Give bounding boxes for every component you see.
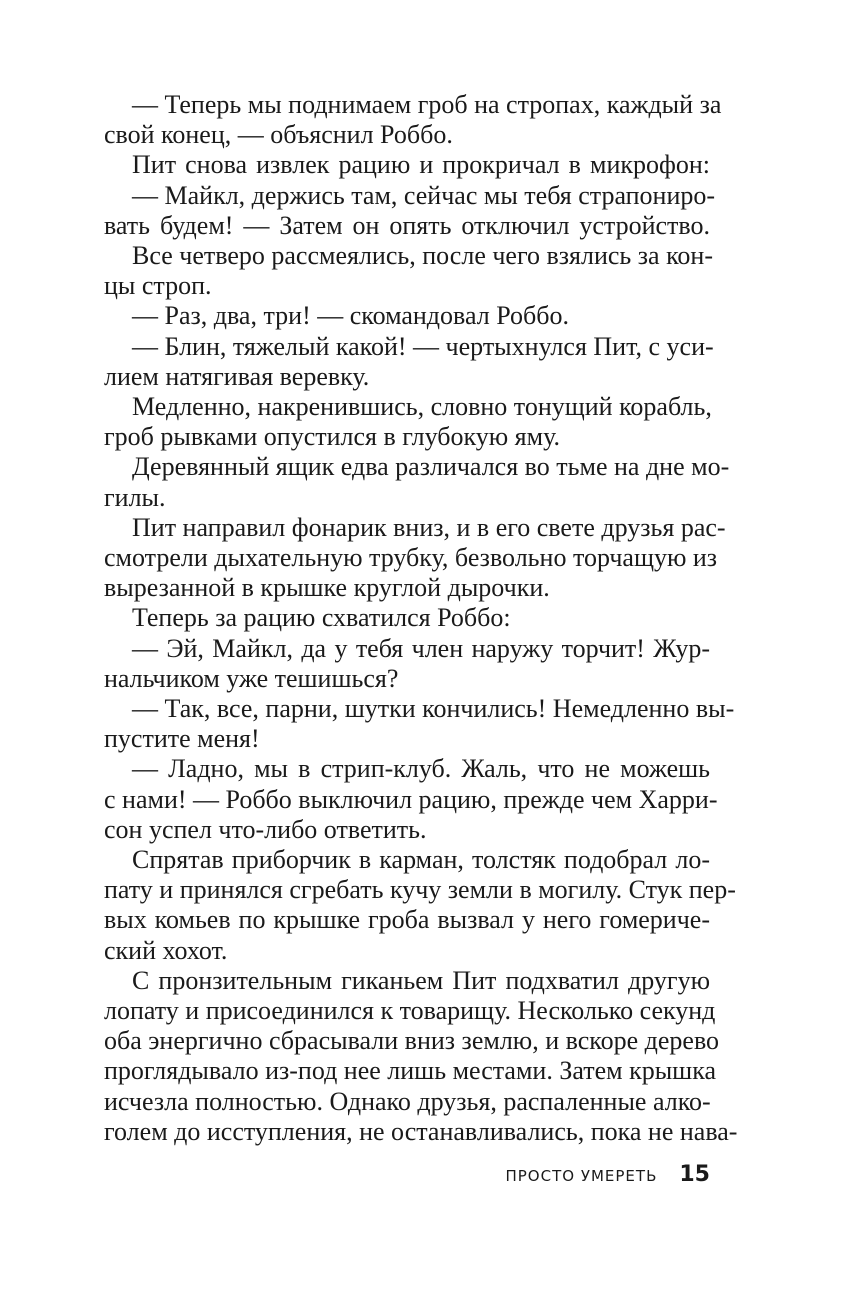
text-line: вых комьев по крышке гроба вызвал у него гомериче- (104, 905, 710, 935)
page-number: 15 (679, 1162, 710, 1187)
text-line: Спрятав приборчик в карман, толстяк подобрал ло- (132, 845, 710, 874)
text-line: лопату и присоединился к товарищу. Несколько секунд (104, 996, 716, 1025)
text-line: гроб рывками опустился в глубокую яму. (104, 422, 560, 452)
text-line: смотрели дыхательную трубку, безвольно торчащую из (104, 543, 718, 572)
text-line: Медленно, накренившись, словно тонущий корабль, (132, 392, 712, 421)
text-line: гилы. (104, 482, 166, 512)
text-line: оба энергично сбрасывали вниз землю, и вскоре дерево (104, 1026, 720, 1056)
text-line: сон успел что-либо ответить. (104, 814, 427, 844)
text-line: вырезанной в крышке круглой дырочки. (104, 573, 550, 603)
text-line: голем до исступления, не останавливались, пока не нава- (104, 1116, 738, 1146)
text-line: — Так, все, парни, шутки кончились! Немедленно вы- (132, 694, 735, 723)
text-line: исчезла полностью. Однако друзья, распаленные алко- (104, 1086, 711, 1116)
text-line: — Теперь мы поднимаем гроб на стропах, каждый за (132, 90, 722, 119)
running-title: ПРОСТО УМЕРЕТЬ (505, 1167, 658, 1185)
text-line: — Майкл, держись там, сейчас мы тебя страпониро- (132, 180, 716, 210)
text-line: Пит снова извлек рацию и прокричал в микрофон: (132, 150, 710, 180)
text-line: с нами! — Роббо выключил рацию, прежде чем Харри- (104, 784, 718, 814)
text-line: Пит направил фонарик вниз, и в его свете друзья рас- (132, 512, 726, 542)
text-line: нальчиком уже тешишься? (104, 663, 399, 693)
text-line: вать будем! — Затем он опять отключил устройство. (104, 210, 710, 240)
text-line: Деревянный ящик едва различался во тьме на дне мо- (132, 452, 730, 482)
text-line: — Ладно, мы в стрип-клуб. Жаль, что не можешь (132, 754, 710, 784)
text-line: — Эй, Майкл, да у тебя член наружу торчит! Жур- (132, 633, 710, 663)
text-line: лием натягивая веревку. (104, 361, 370, 391)
text-line: — Раз, два, три! — скомандовал Роббо. (132, 301, 569, 331)
text-line: ский хохот. (104, 935, 228, 965)
text-line: свой конец, — объяснил Роббо. (104, 120, 453, 150)
text-line: Все четверо рассмеялись, после чего взялись за кон- (132, 241, 713, 270)
text-line: пустите меня! (104, 724, 260, 754)
text-line: цы строп. (104, 271, 212, 301)
page-footer (505, 1162, 710, 1192)
text-line: проглядывало из-под нее лишь местами. Затем крышка (104, 1056, 716, 1086)
text-line: — Блин, тяжелый какой! — чертыхнулся Пит, с уси- (132, 331, 714, 361)
text-line: пату и принялся сгребать кучу земли в могилу. Стук пер- (104, 875, 736, 905)
text-line: Теперь за рацию схватился Роббо: (132, 603, 511, 633)
text-line: С пронзительным гиканьем Пит подхватил другую (132, 965, 710, 995)
